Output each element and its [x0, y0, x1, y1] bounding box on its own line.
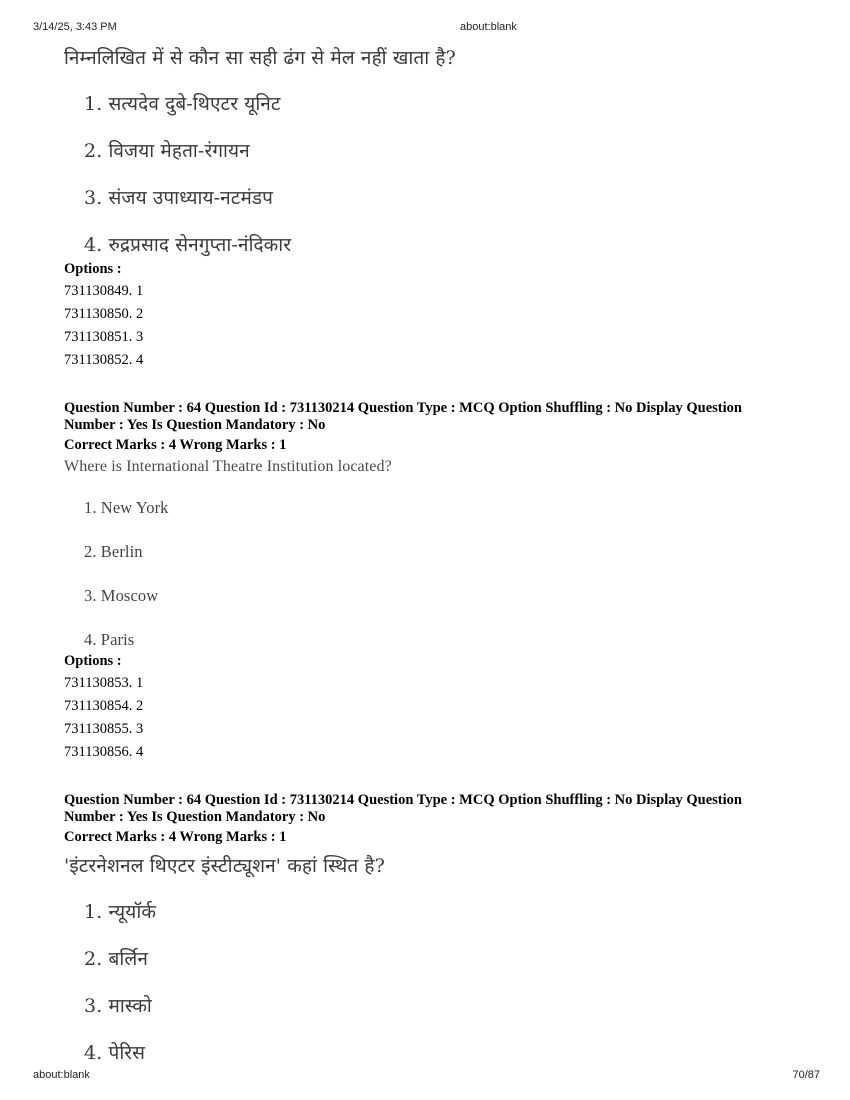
choice-4: 4. पेरिस — [84, 1042, 146, 1064]
question-stem-hindi: निम्नलिखित में से कौन सा सही ढंग से मेल नहीं खाता है? — [64, 47, 456, 69]
footer-url: about:blank — [33, 1069, 90, 1081]
question-meta: Question Number : 64 Question Id : 731130214 Question Type : MCQ Option Shuffling : No Display Question Number : Yes Is Question Mandatory : No — [64, 792, 742, 825]
question-marks: Correct Marks : 4 Wrong Marks : 1 — [64, 829, 287, 845]
option-id: 731130851. 3 — [64, 329, 144, 345]
choice-4: 4. Paris — [84, 630, 135, 649]
option-id: 731130856. 4 — [64, 744, 144, 760]
choice-4: 4. रुद्रप्रसाद सेनगुप्ता-नंदिकार — [84, 234, 292, 256]
option-id: 731130852. 4 — [64, 352, 144, 368]
question-meta: Question Number : 64 Question Id : 731130214 Question Type : MCQ Option Shuffling : No Display Question Number : Yes Is Question Mandatory : No — [64, 400, 742, 433]
choice-2: 2. विजया मेहता-रंगायन — [84, 140, 250, 162]
option-id: 731130849. 1 — [64, 283, 144, 299]
choice-1: 1. New York — [84, 498, 169, 517]
option-id: 731130855. 3 — [64, 721, 144, 737]
choice-1: 1. सत्यदेव दुबे-थिएटर यूनिट — [84, 93, 281, 115]
options-label: Options : — [64, 653, 122, 669]
choice-3: 3. मास्को — [84, 995, 152, 1017]
question-marks: Correct Marks : 4 Wrong Marks : 1 — [64, 437, 287, 453]
choice-3: 3. संजय उपाध्याय-नटमंडप — [84, 187, 274, 209]
question-stem-hindi: 'इंटरनेशनल थिएटर इंस्टीट्यूशन' कहां स्थित है? — [64, 855, 385, 877]
print-datetime: 3/14/25, 3:43 PM — [33, 21, 117, 33]
options-label: Options : — [64, 261, 122, 277]
page-number: 70/87 — [792, 1069, 820, 1081]
option-id: 731130853. 1 — [64, 675, 144, 691]
option-id: 731130850. 2 — [64, 306, 144, 322]
option-id: 731130854. 2 — [64, 698, 144, 714]
question-stem-english: Where is International Theatre Institution located? — [64, 458, 392, 475]
choice-2: 2. Berlin — [84, 542, 143, 561]
choice-3: 3. Moscow — [84, 586, 159, 605]
print-url: about:blank — [460, 21, 517, 33]
choice-1: 1. न्यूयॉर्क — [84, 901, 157, 923]
choice-2: 2. बर्लिन — [84, 948, 148, 970]
